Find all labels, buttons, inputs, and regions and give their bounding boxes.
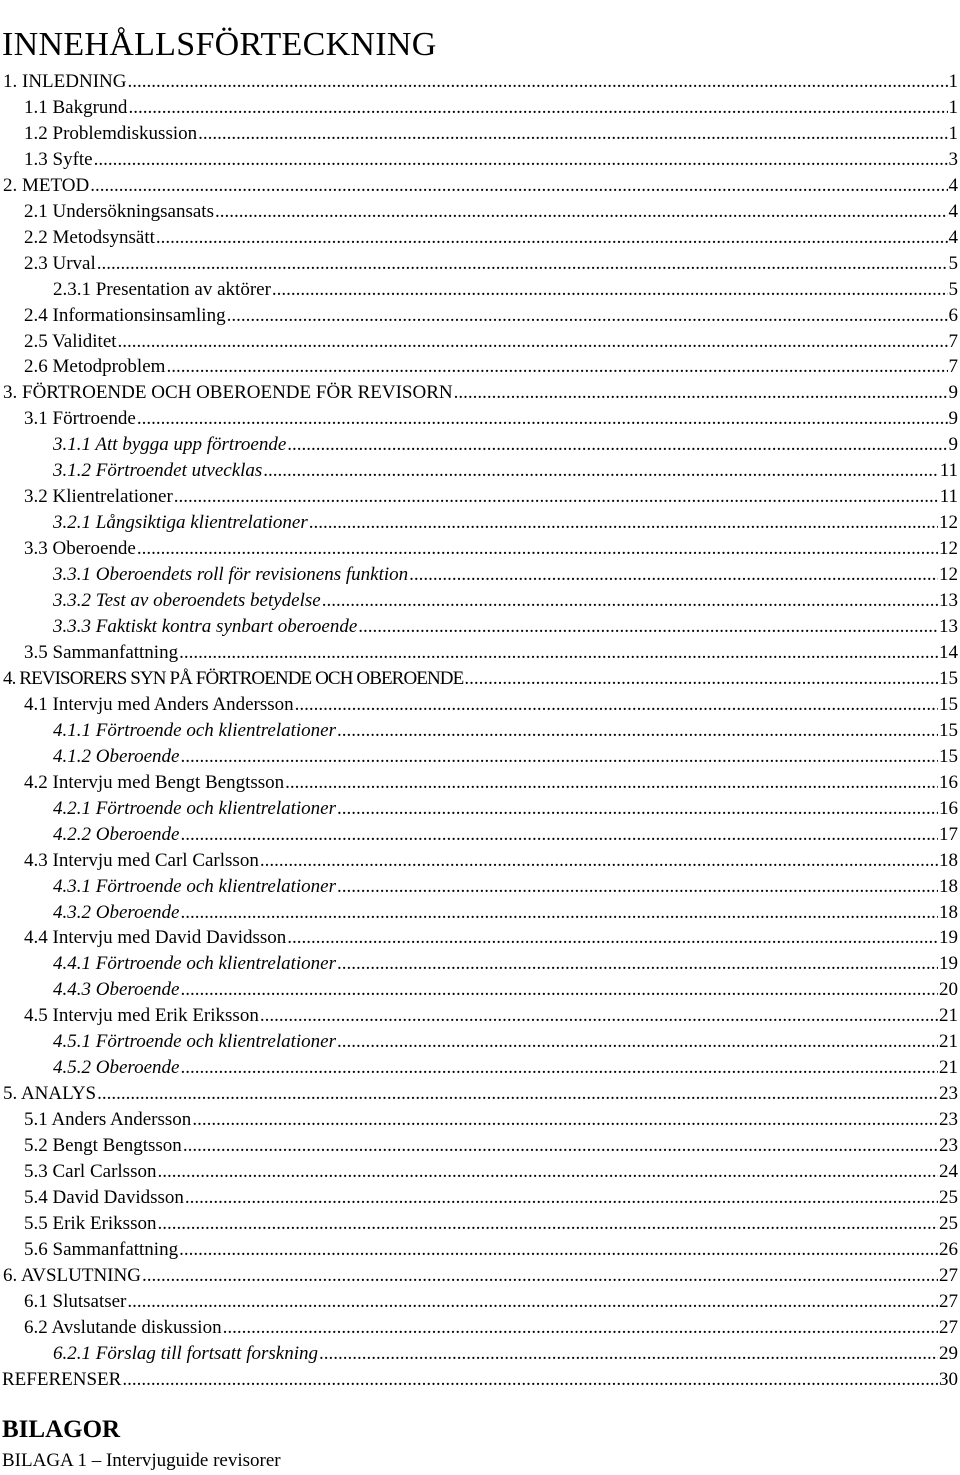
appendix-heading: BILAGOR xyxy=(2,1416,121,1443)
toc-entry[interactable] xyxy=(0,796,958,822)
toc-entry-label: 5. ANALYS xyxy=(3,1083,97,1105)
toc-entry-label: 4.2.2 Oberoende xyxy=(53,823,180,845)
toc-entry[interactable] xyxy=(0,121,958,147)
toc-entry-page-number: 7 xyxy=(948,356,958,378)
dot-leader xyxy=(358,614,938,640)
toc-entry[interactable] xyxy=(0,588,958,614)
toc-entry[interactable] xyxy=(0,69,958,95)
toc-entry-page-number: 23 xyxy=(939,1083,958,1105)
toc-entry-label: 2.3 Urval xyxy=(24,252,96,274)
toc-entry-label: 3.1.2 Förtroendet utvecklas xyxy=(53,460,263,482)
toc-entry-page-number: 11 xyxy=(939,460,958,482)
toc-entry[interactable] xyxy=(0,1211,958,1237)
toc-entry[interactable] xyxy=(0,977,958,1003)
toc-entry[interactable] xyxy=(0,329,958,355)
dot-leader xyxy=(180,900,938,926)
toc-entry-page-number: 1 xyxy=(948,122,958,144)
toc-entry-page-number: 27 xyxy=(939,1290,958,1312)
toc-entry-label: 6.2.1 Förslag till fortsatt forskning xyxy=(53,1342,318,1364)
toc-entry-page-number: 5 xyxy=(948,252,958,274)
toc-entry-page-number: 11 xyxy=(939,486,958,508)
toc-entry-label: 2.5 Validitet xyxy=(24,330,117,352)
toc-entry-label: 1.2 Problemdiskussion xyxy=(24,122,198,144)
dot-leader xyxy=(180,822,938,848)
toc-entry-label: 1.1 Bakgrund xyxy=(24,96,128,118)
toc-entry-label: 3.1 Förtroende xyxy=(24,408,136,430)
toc-entry[interactable] xyxy=(0,614,958,640)
toc-entry-label: 3.3 Oberoende xyxy=(24,538,136,560)
dot-leader xyxy=(337,1029,938,1055)
toc-entry-page-number: 18 xyxy=(939,849,958,871)
dot-leader xyxy=(192,1107,938,1133)
toc-entry-page-number: 20 xyxy=(939,979,958,1001)
toc-entry-page-number: 23 xyxy=(939,1135,958,1157)
toc-entry-label: 4. REVISORERS SYN PÅ FÖRTROENDE OCH OBEROENDE xyxy=(3,667,464,689)
toc-entry[interactable] xyxy=(0,432,958,458)
toc-entry[interactable] xyxy=(0,874,958,900)
toc-entry-page-number: 4 xyxy=(948,200,958,222)
toc-entry-page-number: 15 xyxy=(939,667,958,689)
dot-leader xyxy=(166,354,947,380)
toc-entry-label: 4.5.2 Oberoende xyxy=(53,1057,180,1079)
toc-entry-page-number: 3 xyxy=(948,148,958,170)
dot-leader xyxy=(319,1341,938,1367)
dot-leader xyxy=(118,329,948,355)
dot-leader xyxy=(260,848,938,874)
dot-leader xyxy=(179,640,938,666)
toc-entry-label: 3.2.1 Långsiktiga klientrelationer xyxy=(53,512,308,534)
dot-leader xyxy=(179,1237,938,1263)
toc-entry-page-number: 12 xyxy=(939,564,958,586)
dot-leader xyxy=(322,588,938,614)
toc-entry-label: 5.1 Anders Andersson xyxy=(24,1109,192,1131)
dot-leader xyxy=(183,1133,938,1159)
toc-entry-label: 2. METOD xyxy=(3,174,90,196)
toc-entry[interactable] xyxy=(0,1029,958,1055)
toc-entry-label: 5.2 Bengt Bengtsson xyxy=(24,1135,182,1157)
toc-entry[interactable] xyxy=(0,536,958,562)
dot-leader xyxy=(157,1159,938,1185)
toc-entry-page-number: 12 xyxy=(939,512,958,534)
toc-entry[interactable] xyxy=(0,900,958,926)
toc-entry-label: 4.4.3 Oberoende xyxy=(53,979,180,1001)
toc-entry[interactable] xyxy=(0,562,958,588)
toc-entry-page-number: 16 xyxy=(939,797,958,819)
dot-leader xyxy=(285,770,938,796)
dot-leader xyxy=(263,458,938,484)
toc-entry-page-number: 18 xyxy=(939,875,958,897)
toc-entry-page-number: 27 xyxy=(939,1316,958,1338)
toc-entry-label: 6.2 Avslutande diskussion xyxy=(24,1316,222,1338)
toc-entry-label: 4.3 Intervju med Carl Carlsson xyxy=(24,849,259,871)
toc-entry[interactable] xyxy=(0,510,958,536)
toc-entry[interactable] xyxy=(0,744,958,770)
toc-entry[interactable] xyxy=(0,1159,958,1185)
toc-entry-label: 4.1.1 Förtroende och klientrelationer xyxy=(53,719,337,741)
toc-entry[interactable] xyxy=(0,251,958,277)
dot-leader xyxy=(337,718,938,744)
dot-leader xyxy=(180,744,938,770)
toc-entry-page-number: 19 xyxy=(939,927,958,949)
toc-entry[interactable] xyxy=(0,1107,958,1133)
toc-entry-label: 2.6 Metodproblem xyxy=(24,356,166,378)
dot-leader xyxy=(295,692,938,718)
toc-entry[interactable] xyxy=(0,406,958,432)
toc-entry-label: 4.4 Intervju med David Davidsson xyxy=(24,927,287,949)
toc-entry[interactable] xyxy=(0,1263,958,1289)
toc-entry-page-number: 15 xyxy=(939,693,958,715)
toc-entry-page-number: 15 xyxy=(939,719,958,741)
dot-leader xyxy=(260,1003,938,1029)
dot-leader xyxy=(215,199,948,225)
dot-leader xyxy=(137,536,938,562)
toc-entry-page-number: 23 xyxy=(939,1109,958,1131)
toc-entry-page-number: 7 xyxy=(948,330,958,352)
toc-entry-label: 3.1.1 Att bygga upp förtroende xyxy=(53,434,287,456)
toc-entry[interactable] xyxy=(0,1237,958,1263)
toc-entry-label: 6.1 Slutsatser xyxy=(24,1290,127,1312)
toc-entry-label: 2.3.1 Presentation av aktörer xyxy=(53,278,271,300)
dot-leader xyxy=(122,1367,938,1393)
toc-entry-page-number: 12 xyxy=(939,538,958,560)
toc-entry[interactable] xyxy=(0,1315,958,1341)
toc-entry[interactable] xyxy=(0,484,958,510)
toc-entry-label: 2.4 Informationsinsamling xyxy=(24,304,226,326)
toc-entry-page-number: 9 xyxy=(948,382,958,404)
dot-leader xyxy=(156,225,948,251)
toc-entry-page-number: 9 xyxy=(948,434,958,456)
toc-entry-label: 4.3.1 Förtroende och klientrelationer xyxy=(53,875,337,897)
dot-leader xyxy=(272,277,948,303)
toc-entry-page-number: 25 xyxy=(939,1212,958,1234)
toc-entry-page-number: 9 xyxy=(948,408,958,430)
dot-leader xyxy=(287,925,938,951)
dot-leader xyxy=(97,1081,938,1107)
toc-entry[interactable] xyxy=(0,199,958,225)
toc-entry[interactable] xyxy=(0,1289,958,1315)
toc-entry-label: 4.2 Intervju med Bengt Bengtsson xyxy=(24,771,285,793)
toc-entry[interactable] xyxy=(0,1185,958,1211)
toc-entry-label: 3. FÖRTROENDE OCH OBEROENDE FÖR REVISORN xyxy=(3,382,453,404)
appendix-item[interactable]: BILAGA 1 – Intervjuguide revisorer xyxy=(2,1450,281,1471)
toc-entry-label: 4.3.2 Oberoende xyxy=(53,901,180,923)
toc-entry-page-number: 21 xyxy=(939,1031,958,1053)
toc-entry-label: 3.3.3 Faktiskt kontra synbart oberoende xyxy=(53,616,358,638)
toc-entry[interactable] xyxy=(0,1003,958,1029)
toc-entry[interactable] xyxy=(0,1081,958,1107)
dot-leader xyxy=(409,562,938,588)
dot-leader xyxy=(223,1315,938,1341)
dot-leader xyxy=(337,874,938,900)
toc-entry[interactable] xyxy=(0,692,958,718)
dot-leader xyxy=(137,406,948,432)
toc-entry-label: 2.2 Metodsynsätt xyxy=(24,226,155,248)
toc-entry[interactable] xyxy=(0,718,958,744)
toc-entry[interactable] xyxy=(0,1341,958,1367)
toc-entry[interactable] xyxy=(0,666,958,692)
toc-entry[interactable] xyxy=(0,951,958,977)
toc-entry-label: 5.6 Sammanfattning xyxy=(24,1238,179,1260)
toc-entry-label: REFERENSER xyxy=(2,1368,122,1390)
toc-entry-label: 1.3 Syfte xyxy=(24,148,93,170)
dot-leader xyxy=(174,484,939,510)
toc-entry-page-number: 16 xyxy=(939,771,958,793)
toc-entry-page-number: 18 xyxy=(939,901,958,923)
toc-entry[interactable] xyxy=(0,277,958,303)
dot-leader xyxy=(90,173,947,199)
toc-entry-page-number: 27 xyxy=(939,1264,958,1286)
toc-entry-label: 5.4 David Davidsson xyxy=(24,1186,184,1208)
dot-leader xyxy=(198,121,947,147)
toc-entry-page-number: 14 xyxy=(939,641,958,663)
toc-entry-label: 4.2.1 Förtroende och klientrelationer xyxy=(53,797,337,819)
dot-leader xyxy=(227,303,948,329)
toc-entry-page-number: 4 xyxy=(948,174,958,196)
toc-entry-label: 4.4.1 Förtroende och klientrelationer xyxy=(53,953,337,975)
toc-entry-label: 5.5 Erik Eriksson xyxy=(24,1212,157,1234)
toc-entry-label: 6. AVSLUTNING xyxy=(3,1264,141,1286)
toc-entry-label: 4.5.1 Förtroende och klientrelationer xyxy=(53,1031,337,1053)
dot-leader xyxy=(464,666,938,692)
toc-entry-label: 4.1 Intervju med Anders Andersson xyxy=(24,693,294,715)
toc-entry-page-number: 4 xyxy=(948,226,958,248)
toc-entry[interactable] xyxy=(0,1055,958,1081)
toc-entry-page-number: 19 xyxy=(939,953,958,975)
dot-leader xyxy=(309,510,938,536)
toc-entry-label: 3.5 Sammanfattning xyxy=(24,641,179,663)
toc-entry[interactable] xyxy=(0,822,958,848)
dot-leader xyxy=(180,977,938,1003)
toc-entry-label: 4.1.2 Oberoende xyxy=(53,745,180,767)
toc-entry[interactable] xyxy=(0,147,958,173)
toc-entry[interactable] xyxy=(0,303,958,329)
page-title: INNEHÅLLSFÖRTECKNING xyxy=(2,25,437,63)
dot-leader xyxy=(127,69,947,95)
toc-entry[interactable] xyxy=(0,640,958,666)
dot-leader xyxy=(337,796,938,822)
toc-entry-page-number: 5 xyxy=(948,278,958,300)
toc-entry-label: 3.2 Klientrelationer xyxy=(24,486,173,508)
dot-leader xyxy=(185,1185,938,1211)
toc-entry[interactable] xyxy=(0,225,958,251)
toc-entry[interactable] xyxy=(0,925,958,951)
toc-entry-page-number: 25 xyxy=(939,1186,958,1208)
toc-entry[interactable] xyxy=(0,354,958,380)
toc-entry-page-number: 13 xyxy=(939,616,958,638)
dot-leader xyxy=(127,1289,938,1315)
toc-entry-label: 4.5 Intervju med Erik Eriksson xyxy=(24,1005,259,1027)
toc-entry-label: 3.3.1 Oberoendets roll för revisionens funktion xyxy=(53,564,409,586)
toc-entry[interactable] xyxy=(0,95,958,121)
toc-entry-page-number: 1 xyxy=(948,96,958,118)
toc-entry-page-number: 15 xyxy=(939,745,958,767)
toc-entry[interactable] xyxy=(0,1133,958,1159)
toc-entry-page-number: 6 xyxy=(948,304,958,326)
toc-entry-label: 1. INLEDNING xyxy=(3,71,127,92)
dot-leader xyxy=(142,1263,938,1289)
toc-entry-page-number: 30 xyxy=(939,1368,958,1390)
dot-leader xyxy=(97,251,948,277)
dot-leader xyxy=(157,1211,938,1237)
toc-entry[interactable] xyxy=(0,458,958,484)
dot-leader xyxy=(454,380,948,406)
toc-entry-page-number: 26 xyxy=(939,1238,958,1260)
dot-leader xyxy=(287,432,947,458)
dot-leader xyxy=(180,1055,938,1081)
toc-entry-page-number: 24 xyxy=(939,1161,958,1183)
table-of-contents xyxy=(0,69,958,1393)
toc-entry[interactable] xyxy=(0,173,958,199)
toc-entry[interactable] xyxy=(0,848,958,874)
toc-entry-page-number: 29 xyxy=(939,1342,958,1364)
toc-entry-page-number: 1 xyxy=(948,71,958,92)
toc-entry-label: 3.3.2 Test av oberoendets betydelse xyxy=(53,590,321,612)
toc-entry[interactable] xyxy=(0,1367,958,1393)
dot-leader xyxy=(94,147,948,173)
toc-entry-label: 5.3 Carl Carlsson xyxy=(24,1161,157,1183)
toc-entry-label: 2.1 Undersökningsansats xyxy=(24,200,214,222)
toc-entry-page-number: 13 xyxy=(939,590,958,612)
dot-leader xyxy=(337,951,938,977)
toc-entry-page-number: 21 xyxy=(939,1057,958,1079)
dot-leader xyxy=(128,95,947,121)
toc-entry-page-number: 21 xyxy=(939,1005,958,1027)
toc-entry[interactable] xyxy=(0,380,958,406)
toc-entry[interactable] xyxy=(0,770,958,796)
toc-entry-page-number: 17 xyxy=(939,823,958,845)
